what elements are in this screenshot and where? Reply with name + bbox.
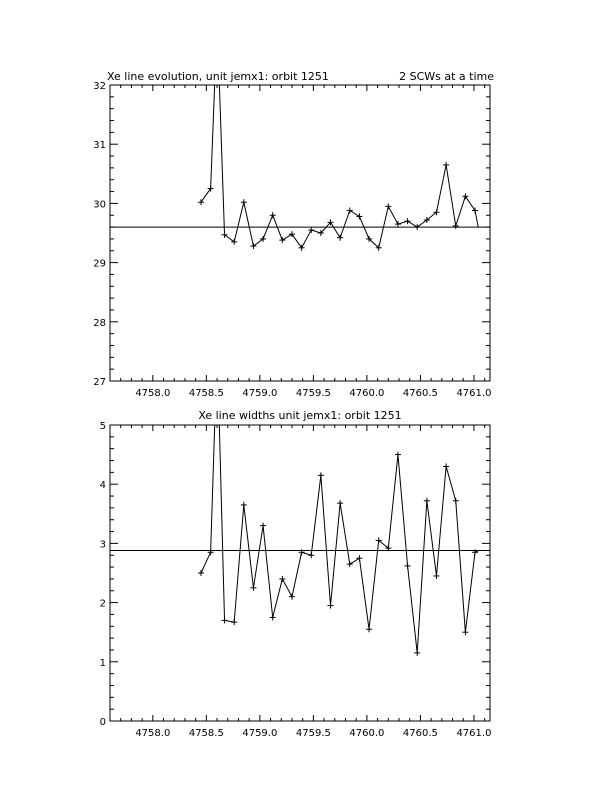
data-point [405, 218, 411, 224]
y-tick-label: 2 [99, 598, 106, 610]
data-point [289, 594, 295, 600]
y-tick-label: 30 [93, 199, 106, 211]
x-tick-label: 4760.0 [349, 728, 385, 739]
y-tick-label: 28 [93, 317, 106, 329]
data-point [337, 235, 343, 241]
y-tick-label: 29 [93, 258, 106, 270]
x-tick-label: 4759.5 [295, 728, 331, 739]
x-tick-label: 4758.5 [188, 388, 224, 399]
data-point [443, 463, 449, 469]
panel-title: Xe line evolution, unit jemx1: orbit 1251 [107, 70, 329, 83]
data-point [462, 629, 468, 635]
x-tick-label: 4761.0 [456, 728, 492, 739]
x-tick-label: 4758.5 [188, 728, 224, 739]
panel-subtitle: 2 SCWs at a time [399, 70, 494, 83]
y-tick-label: 0 [99, 717, 106, 728]
data-point [231, 619, 237, 625]
series-line [201, 415, 475, 653]
data-point [198, 199, 204, 205]
data-point [366, 626, 372, 632]
data-point [308, 227, 314, 233]
data-point [385, 203, 391, 209]
plot-frame [110, 425, 490, 721]
x-tick-label: 4761.0 [456, 388, 492, 399]
data-point [279, 237, 285, 243]
x-tick-label: 4760.0 [349, 388, 385, 399]
data-point [289, 231, 295, 237]
y-tick-label: 5 [99, 421, 106, 432]
series-line-group [201, 415, 478, 653]
panel-title: Xe line widths unit jemx1: orbit 1251 [198, 409, 402, 422]
data-point [270, 614, 276, 620]
data-point [395, 221, 401, 227]
data-point [453, 223, 459, 229]
x-tick-label: 4758.0 [135, 728, 171, 739]
data-point [356, 555, 362, 561]
data-point [347, 208, 353, 214]
y-tick-label: 31 [93, 140, 106, 152]
data-point [433, 573, 439, 579]
data-point [414, 650, 420, 656]
data-point [222, 617, 228, 623]
data-point [308, 552, 314, 558]
data-point [356, 213, 362, 219]
x-tick-label: 4760.5 [402, 388, 438, 399]
y-tick-label: 4 [99, 480, 106, 492]
x-tick-label: 4758.0 [135, 388, 171, 399]
plot-frame [110, 85, 490, 381]
y-tick-label: 32 [93, 81, 106, 92]
series-line [201, 75, 475, 248]
line-evolution-panel [93, 70, 494, 399]
data-point [279, 576, 285, 582]
y-tick-label: 3 [99, 539, 106, 551]
data-point [347, 561, 353, 567]
data-point [337, 500, 343, 506]
data-point [250, 585, 256, 591]
data-point [299, 245, 305, 251]
data-point [241, 199, 247, 205]
line-widths-panel [100, 409, 492, 739]
series-line-group [201, 75, 478, 248]
data-point [270, 212, 276, 218]
x-tick-label: 4759.0 [242, 728, 278, 739]
data-point [462, 193, 468, 199]
x-tick-label: 4759.0 [242, 388, 278, 399]
data-point [318, 472, 324, 478]
data-point [395, 452, 401, 458]
data-point [424, 498, 430, 504]
y-tick-label: 27 [93, 377, 106, 388]
data-point [472, 208, 478, 214]
x-tick-label: 4760.5 [402, 728, 438, 739]
data-point [443, 162, 449, 168]
data-point [453, 498, 459, 504]
x-tick-label: 4759.5 [295, 388, 331, 399]
data-point [328, 603, 334, 609]
data-point [241, 502, 247, 508]
data-point [405, 563, 411, 569]
y-tick-label: 1 [99, 657, 106, 669]
data-point [260, 523, 266, 529]
data-point [198, 570, 204, 576]
data-point [208, 186, 214, 192]
